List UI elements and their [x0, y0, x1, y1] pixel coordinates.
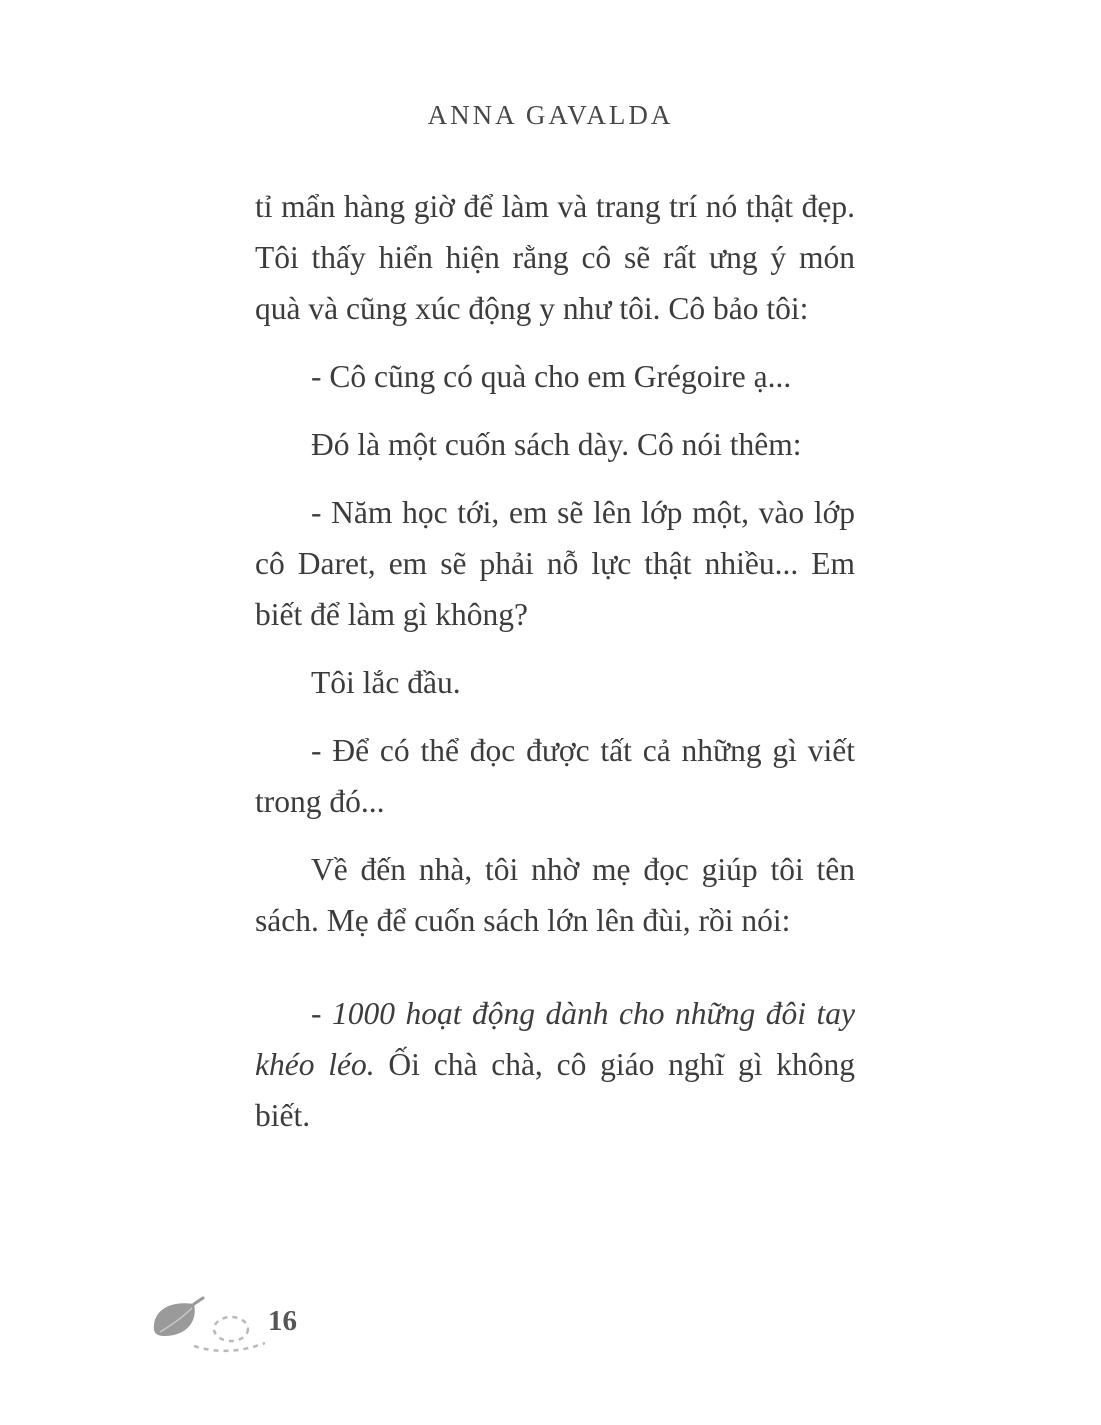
- text-segment: Đó là một cuốn sách dày. Cô nói thêm:: [311, 427, 802, 462]
- leaf-decoration-icon: [148, 1296, 266, 1354]
- page-header-author: ANNA GAVALDA: [427, 100, 674, 130]
- text-segment: tỉ mẩn hàng giờ để làm và trang trí nó thật đẹp. Tôi thấy hiển hiện rằng cô sẽ rất ưng ý món quà và cũng xúc động y như tôi. Cô bảo tôi:: [255, 189, 855, 326]
- book-title-italic-text: - 1000 hoạt động dành cho những đôi tay khéo léo.: [255, 996, 855, 1082]
- text-segment: Về đến nhà, tôi nhờ mẹ đọc giúp tôi tên sách. Mẹ để cuốn sách lớn lên đùi, rồi nói:: [255, 852, 855, 938]
- paragraph: [255, 844, 855, 946]
- paragraph: [255, 487, 855, 640]
- text-segment: Tôi lắc đầu.: [311, 665, 461, 700]
- paragraph: [255, 181, 855, 334]
- paragraph: [255, 988, 855, 1141]
- text-segment: - Để có thể đọc được tất cả những gì viết trong đó...: [255, 733, 855, 819]
- text-segment: - Năm học tới, em sẽ lên lớp một, vào lớp cô Daret, em sẽ phải nỗ lực thật nhiều... Em biết để làm gì không?: [255, 495, 855, 632]
- paragraph: [255, 657, 855, 708]
- page-number: 16: [268, 1304, 297, 1337]
- page-body-text: [255, 181, 855, 1141]
- page-footer: [148, 1296, 297, 1354]
- paragraph: [255, 725, 855, 827]
- text-segment: Ối chà chà, cô giáo nghĩ gì không biết.: [255, 1047, 855, 1133]
- text-segment: - Cô cũng có quà cho em Grégoire ạ...: [311, 359, 792, 394]
- paragraph: [255, 351, 855, 402]
- paragraph: [255, 419, 855, 470]
